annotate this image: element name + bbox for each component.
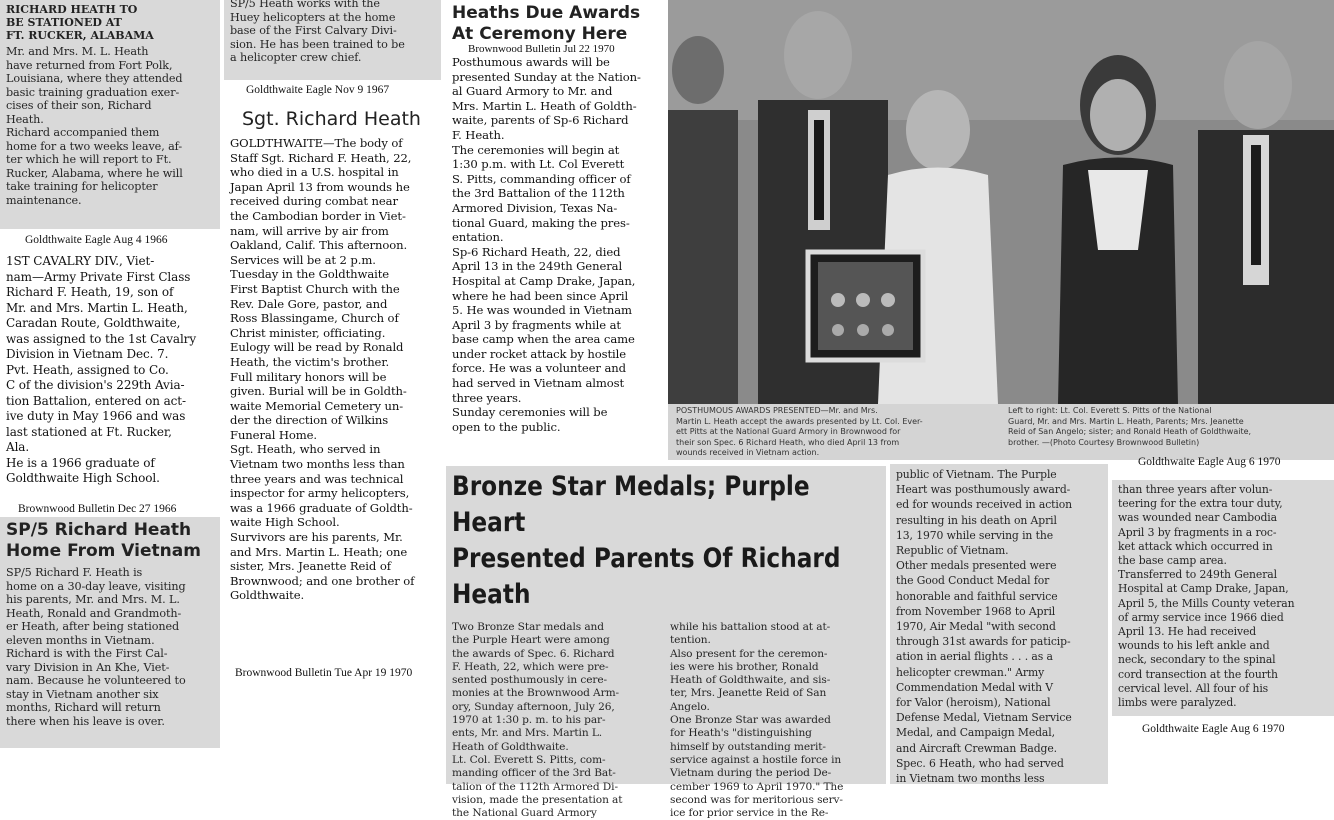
- clipping-bronze-col4: than three years after volun- teering for the extra tour duty, was wounded near Cambodia April 3 by fragments in a roc- ket attack which occurred in the base camp area. Transferred to 249th General Hospital at Camp Drake, Japan, April 5, the Mills County veteran of army service ince 1966 died April 13. He had received wounds to his left ankle and neck, secondary to the spinal cord transection at the fourth cervical level. All four of his limbs were paralyzed.: [1118, 483, 1295, 710]
- clipping-cavalry: [0, 251, 220, 501]
- clipping-bronze-headline: Bronze Star Medals; Purple Heart Presented Parents Of Richard Heath: [452, 471, 841, 610]
- photo-caption-left: POSTHUMOUS AWARDS PRESENTED—Mr. and Mrs. Martin L. Heath accept the awards presented by Lt. Col. Ever- ett Pitts at the National Guard Armory in Brownwood for their son Spec. 6 Richard Heath, who died April 13 from wounds received in Vietnam action.: [676, 406, 923, 457]
- clipping-bronze-col3: public of Vietnam. The Purple Heart was posthumously award- ed for wounds received in action resulting in his death on April 13, 1970 while serving in the Republic of Vietnam. Other medals presented were the Good Conduct Medal for honorable and faithful service from November 1968 to April 1970, Air Medal "with second through 31st awards for paticip- ation in aerial flights . . . as a helicopter crewman." Army Commendation Medal with V for Valor (heroism), National Defense Medal, Vietnam Service Medal, and Campaign Medal, and Aircraft Crewman Badge. Spec. 6 Heath, who had served in Vietnam two months less: [896, 468, 1072, 786]
- caption-sgt: Brownwood Bulletin Tue Apr 19 1970: [235, 667, 413, 679]
- clipping-bronze-col1: Two Bronze Star medals and the Purple Heart were among the awards of Spec. 6. Richard F. Heath, 22, which were pre- sented posthumously in cere- monies at the Brownwood Arm- ory, Sunday afternoon, July 26, 1970 at 1:30 p. m. to his par- ents, Mr. and Mrs. Martin L. Heath of Goldthwaite. Lt. Col. Everett S. Pitts, com- manding officer of the 3rd Bat- talion of the 112th Armored Di- vision, made the presentation at the National Guard Armory: [452, 621, 623, 820]
- photo-caption: [668, 404, 1334, 460]
- clipping-awards-source: Brownwood Bulletin Jul 22 1970: [468, 43, 615, 55]
- award-presentation-photo: [668, 0, 1334, 404]
- caption-huey: Goldthwaite Eagle Nov 9 1967: [246, 84, 390, 96]
- clipping-rucker-text: Mr. and Mrs. M. L. Heath have returned from Fort Polk, Louisiana, where they attended basic training graduation exer- cises of their son, Richard Heath. Richard accompanied them home for a two weeks leave, af- ter which he will report to Ft. Rucker, Alabama, where he will take training for helicopter maintenance.: [6, 45, 183, 207]
- caption-photo: Goldthwaite Eagle Aug 6 1970: [1138, 456, 1281, 468]
- photo-caption-right: Left to right: Lt. Col. Everett S. Pitts of the National Guard, Mr. and Mrs. Martin L. Heath, Parents; Mrs. Jeanette Reid of San Angelo; sister; and Ronald Heath of Goldthwaite, brother. —(Photo Courtesy Brownwood Bulletin): [1008, 406, 1252, 447]
- clipping-home: [0, 517, 220, 748]
- clipping-awards: [446, 0, 665, 464]
- clipping-huey-text: SP/5 Heath works with the Huey helicopters at the home base of the First Calvary Divi- sion. He has been trained to be a helicopter crew chief.: [230, 0, 405, 64]
- clipping-sgt-headline: Sgt. Richard Heath: [242, 108, 421, 130]
- caption-rucker: Goldthwaite Eagle Aug 4 1966: [25, 234, 168, 246]
- clipping-bronze-col2: while his battalion stood at at- tention. Also present for the ceremon- ies were his brother, Ronald Heath of Goldthwaite, and sis- ter, Mrs. Jeanette Reid of San Angelo. One Bronze Star was awarded for Heath's "distinguishing himself by outstanding merit- service against a hostile force in Vietnam during the period De- cember 1969 to April 1970." The second was for meritorious serv- ice for prior service in the Re-: [670, 621, 844, 820]
- clipping-awards-headline: Heaths Due Awards At Ceremony Here: [452, 3, 641, 44]
- clipping-cavalry-text: 1ST CAVALRY DIV., Viet- nam—Army Private First Class Richard F. Heath, 19, son of Mr. and Mrs. Martin L. Heath, Caradan Route, Goldthwaite, was assigned to the 1st Cavalry Division in Vietnam Dec. 7. Pvt. Heath, assigned to Co. C of the division's 229th Avia- tion Battalion, entered on act- ive duty in May 1966 and was last stationed at Ft. Rucker, Ala. He is a 1966 graduate of Goldthwaite High School.: [6, 254, 196, 485]
- clipping-sgt: [224, 100, 442, 662]
- caption-cavalry: Brownwood Bulletin Dec 27 1966: [18, 503, 177, 515]
- clipping-home-headline: SP/5 Richard Heath Home From Vietnam: [6, 520, 201, 561]
- clipping-rucker-headline: RICHARD HEATH TO BE STATIONED AT FT. RUCKER, ALABAMA: [6, 3, 154, 42]
- caption-bronze: Goldthwaite Eagle Aug 6 1970: [1142, 723, 1285, 735]
- clipping-rucker: [0, 0, 220, 229]
- clipping-sgt-text: GOLDTHWAITE—The body of Staff Sgt. Richard F. Heath, 22, who died in a U.S. hospital in Japan April 13 from wounds he received during combat near the Cambodian border in Viet- nam, will arrive by air from Oakland, Calif. This afternoon. Services will be at 2 p.m. Tuesday in the Goldthwaite First Baptist Church with the Rev. Dale Gore, pastor, and Ross Blassingame, Church of Christ minister, officiating. Eulogy will be read by Ronald Heath, the victim's brother. Full military honors will be given. Burial will be in Goldth- waite Memorial Cemetery un- der the direction of Wilkins Funeral Home. Sgt. Heath, who served in Vietnam two months less than three years and was technical inspector for army helicopters, was a 1966 graduate of Goldth- waite High School. Survivors are his parents, Mr. and Mrs. Martin L. Heath; one sister, Mrs. Jeanette Reid of Brownwood; and one brother of Goldthwaite.: [230, 136, 415, 603]
- clipping-bronze-col3-panel: [890, 464, 1108, 784]
- clipping-bronze-col4-panel: [1112, 480, 1334, 716]
- clipping-home-text: SP/5 Richard F. Heath is home on a 30-day leave, visiting his parents, Mr. and Mrs. M. L. Heath, Ronald and Grandmoth- er Heath, after being stationed eleven months in Vietnam. Richard is with the First Cal- vary Division in An Khe, Viet- nam. Because he volunteered to stay in Vietnam another six months, Richard will return there when his leave is over.: [6, 566, 186, 728]
- clipping-awards-text: Posthumous awards will be presented Sunday at the Nation- al Guard Armory to Mr. and Mrs. Martin L. Heath of Goldth- waite, parents of Sp-6 Richard F. Heath. The ceremonies will begin at 1:30 p.m. with Lt. Col Everett S. Pitts, commanding officer of the 3rd Battalion of the 112th Armored Division, Texas Na- tional Guard, making the pres- entation. Sp-6 Richard Heath, 22, died April 13 in the 249th General Hospital at Camp Drake, Japan, where he had been since April 5. He was wounded in Vietnam April 3 by fragments while at base camp when the area came under rocket attack by hostile force. He was a volunteer and had served in Vietnam almost three years. Sunday ceremonies will be open to the public.: [452, 55, 641, 434]
- clipping-huey: [224, 0, 441, 80]
- clipping-bronze: [446, 466, 886, 820]
- photo-scene: [668, 0, 1334, 404]
